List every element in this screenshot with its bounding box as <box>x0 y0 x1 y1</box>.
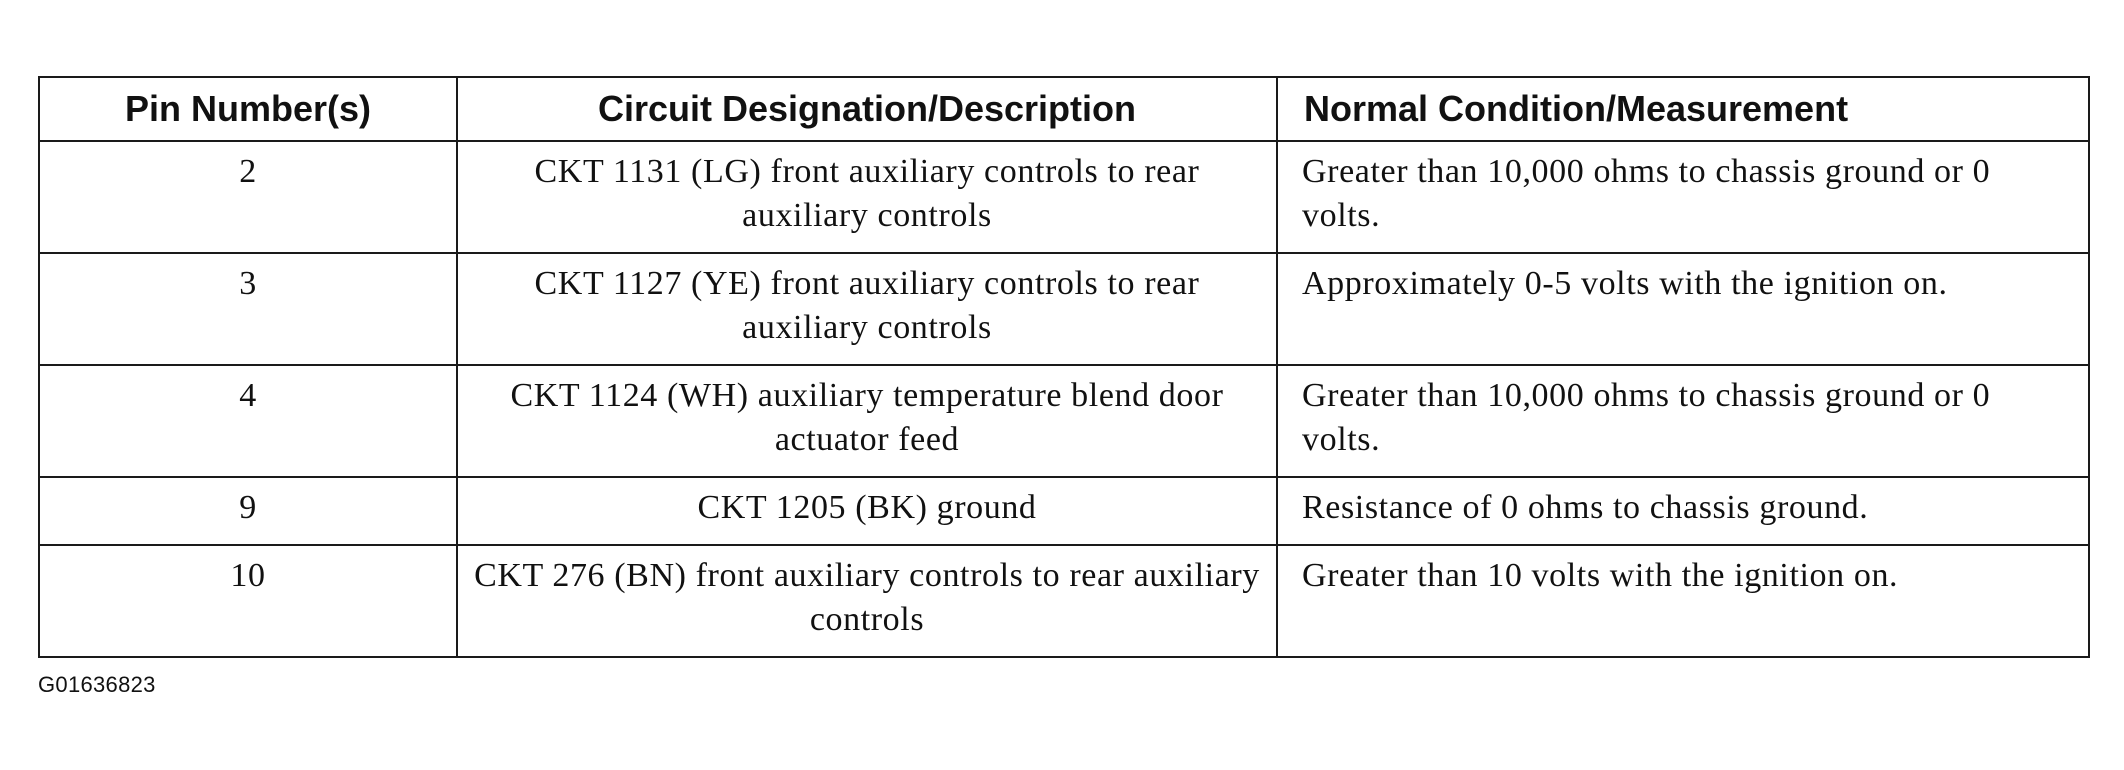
circuit-description-cell: CKT 1205 (BK) ground <box>457 477 1277 545</box>
table-row <box>39 253 2089 365</box>
pin-number-cell: 4 <box>39 365 457 477</box>
pin-table-container <box>38 76 2088 658</box>
pin-specification-table <box>38 76 2090 658</box>
measurement-cell: Greater than 10 volts with the ignition on. <box>1277 545 2089 657</box>
pin-number-cell: 9 <box>39 477 457 545</box>
circuit-description-cell: CKT 1124 (WH) auxiliary temperature blend door actuator feed <box>457 365 1277 477</box>
circuit-description-cell: CKT 276 (BN) front auxiliary controls to rear auxiliary controls <box>457 545 1277 657</box>
pin-number-cell: 2 <box>39 141 457 253</box>
circuit-description-cell: CKT 1131 (LG) front auxiliary controls to rear auxiliary controls <box>457 141 1277 253</box>
measurement-cell: Greater than 10,000 ohms to chassis ground or 0 volts. <box>1277 365 2089 477</box>
header-pin-numbers: Pin Number(s) <box>39 77 457 141</box>
table-body <box>39 141 2089 657</box>
table-header <box>39 77 2089 141</box>
table-row <box>39 477 2089 545</box>
pin-number-cell: 3 <box>39 253 457 365</box>
measurement-cell: Greater than 10,000 ohms to chassis ground or 0 volts. <box>1277 141 2089 253</box>
header-normal-measurement: Normal Condition/Measurement <box>1277 77 2089 141</box>
measurement-cell: Approximately 0-5 volts with the ignition on. <box>1277 253 2089 365</box>
circuit-description-cell: CKT 1127 (YE) front auxiliary controls to rear auxiliary controls <box>457 253 1277 365</box>
figure-id-label: G01636823 <box>38 672 156 697</box>
header-circuit-description: Circuit Designation/Description <box>457 77 1277 141</box>
header-row <box>39 77 2089 141</box>
table-row <box>39 141 2089 253</box>
measurement-cell: Resistance of 0 ohms to chassis ground. <box>1277 477 2089 545</box>
table-row <box>39 545 2089 657</box>
pin-number-cell: 10 <box>39 545 457 657</box>
table-row <box>39 365 2089 477</box>
